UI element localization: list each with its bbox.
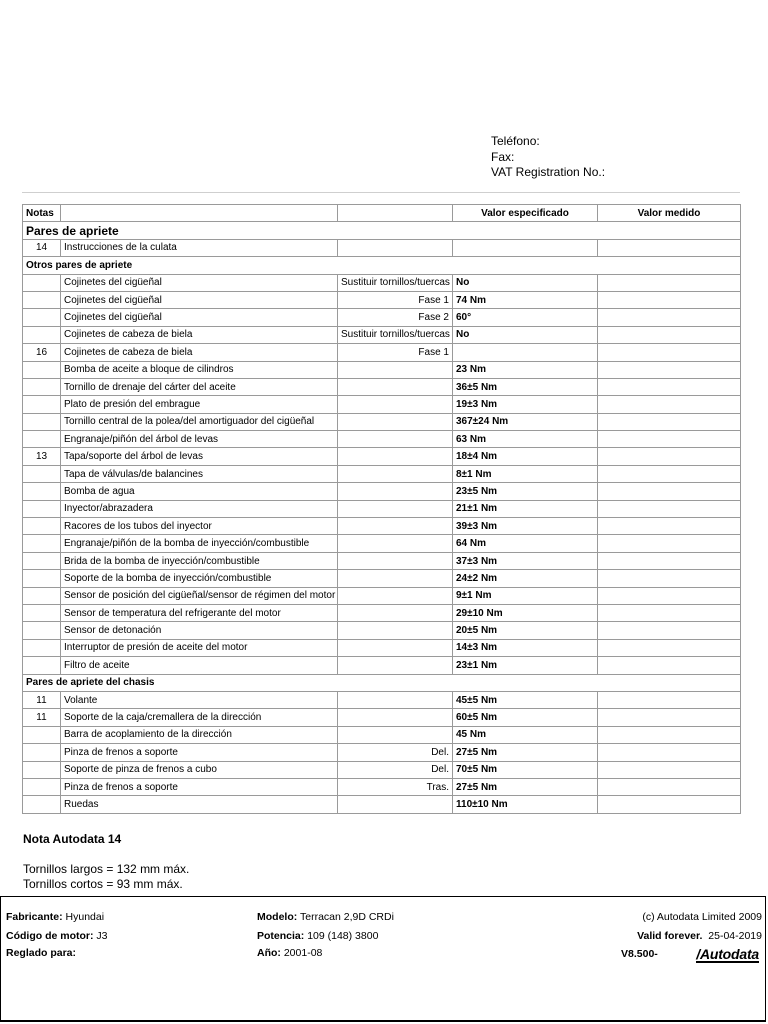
row-condition: [338, 500, 453, 517]
table-row: [23, 396, 741, 413]
row-value: No: [453, 326, 598, 343]
row-condition: Fase 1: [338, 291, 453, 308]
row-measured: [598, 239, 741, 256]
row-measured: [598, 622, 741, 639]
row-measured: [598, 274, 741, 291]
row-value: 37±3 Nm: [453, 552, 598, 569]
table-header-row: [23, 205, 741, 222]
row-value: 27±5 Nm: [453, 778, 598, 795]
row-nota: 11: [23, 709, 61, 726]
fax-label: Fax:: [491, 149, 515, 164]
row-item: Cojinetes de cabeza de biela: [61, 326, 338, 343]
header-notas: Notas: [23, 205, 61, 222]
row-measured: [598, 344, 741, 361]
row-value: 21±1 Nm: [453, 500, 598, 517]
row-nota: [23, 604, 61, 621]
row-measured: [598, 309, 741, 326]
row-nota: 11: [23, 691, 61, 708]
row-value: 8±1 Nm: [453, 465, 598, 482]
row-item: Bomba de aceite a bloque de cilindros: [61, 361, 338, 378]
row-item: Soporte de la bomba de inyección/combustible: [61, 570, 338, 587]
row-condition: [338, 518, 453, 535]
row-value: 70±5 Nm: [453, 761, 598, 778]
note-line-1: Tornillos largos = 132 mm máx.: [23, 862, 190, 876]
row-item: Sensor de posición del cigüeñal/sensor de régimen del motor: [61, 587, 338, 604]
row-value: 45 Nm: [453, 726, 598, 743]
row-nota: [23, 639, 61, 656]
row-measured: [598, 604, 741, 621]
row-nota: 16: [23, 344, 61, 361]
table-row: [23, 309, 741, 326]
row-condition: [338, 552, 453, 569]
row-value: 23±5 Nm: [453, 483, 598, 500]
table-row: [23, 761, 741, 778]
row-item: Cojinetes del cigüeñal: [61, 274, 338, 291]
row-condition: [338, 465, 453, 482]
table-row: [23, 239, 741, 256]
table-row: [23, 274, 741, 291]
table-row: [23, 796, 741, 813]
table-row: [23, 552, 741, 569]
row-item: Instrucciones de la culata: [61, 239, 338, 256]
table-row: [23, 639, 741, 656]
header-condition: [338, 205, 453, 222]
row-item: Pinza de frenos a soporte: [61, 744, 338, 761]
row-item: Inyector/abrazadera: [61, 500, 338, 517]
row-condition: [338, 378, 453, 395]
row-item: Soporte de la caja/cremallera de la dirección: [61, 709, 338, 726]
table-row: [23, 465, 741, 482]
row-item: Sensor de detonación: [61, 622, 338, 639]
row-measured: [598, 552, 741, 569]
footer-modelo: Modelo: Terracan 2,9D CRDi: [257, 911, 394, 923]
row-nota: [23, 483, 61, 500]
row-nota: [23, 361, 61, 378]
row-condition: [338, 448, 453, 465]
footer-valid: Valid forever. 25-04-2019: [637, 930, 762, 942]
row-nota: [23, 570, 61, 587]
row-condition: [338, 570, 453, 587]
row-value: 36±5 Nm: [453, 378, 598, 395]
table-row: [23, 709, 741, 726]
table-row: [23, 587, 741, 604]
table-row: [23, 361, 741, 378]
row-condition: Del.: [338, 744, 453, 761]
row-value: 23±1 Nm: [453, 657, 598, 674]
row-nota: [23, 465, 61, 482]
row-item: Sensor de temperatura del refrigerante del motor: [61, 604, 338, 621]
row-item: Engranaje/piñón del árbol de levas: [61, 431, 338, 448]
row-value: 39±3 Nm: [453, 518, 598, 535]
footer-potencia: Potencia: 109 (148) 3800: [257, 930, 379, 942]
row-condition: [338, 604, 453, 621]
table-row: [23, 431, 741, 448]
footer-fabricante: Fabricante: Hyundai: [6, 911, 105, 923]
autodata-logo: /Autodata: [696, 946, 759, 962]
row-measured: [598, 726, 741, 743]
row-item: Racores de los tubos del inyector: [61, 518, 338, 535]
row-value: 110±10 Nm: [453, 796, 598, 813]
row-measured: [598, 639, 741, 656]
row-measured: [598, 657, 741, 674]
note-title: Nota Autodata 14: [23, 832, 122, 846]
table-row: [23, 604, 741, 621]
row-measured: [598, 465, 741, 482]
row-measured: [598, 361, 741, 378]
footer-copyright: (c) Autodata Limited 2009: [642, 911, 762, 923]
row-item: Brida de la bomba de inyección/combustible: [61, 552, 338, 569]
table-row: [23, 691, 741, 708]
row-nota: [23, 726, 61, 743]
row-nota: [23, 500, 61, 517]
row-measured: [598, 326, 741, 343]
row-value: [453, 344, 598, 361]
row-condition: Fase 2: [338, 309, 453, 326]
row-nota: [23, 291, 61, 308]
footer-codigo-motor: Código de motor: J3: [6, 930, 108, 942]
row-condition: Del.: [338, 761, 453, 778]
row-measured: [598, 535, 741, 552]
row-nota: 13: [23, 448, 61, 465]
row-measured: [598, 570, 741, 587]
row-value: 63 Nm: [453, 431, 598, 448]
footer-info-box: [0, 896, 766, 1022]
row-item: Volante: [61, 691, 338, 708]
row-condition: [338, 622, 453, 639]
table-row: [23, 744, 741, 761]
table-row: [23, 518, 741, 535]
contact-block: [491, 134, 605, 181]
row-nota: [23, 587, 61, 604]
footer-version: V8.500-: [621, 948, 658, 960]
row-value: 60±5 Nm: [453, 709, 598, 726]
table-row: [23, 778, 741, 795]
row-nota: [23, 552, 61, 569]
row-condition: [338, 396, 453, 413]
row-nota: [23, 761, 61, 778]
row-nota: [23, 274, 61, 291]
row-nota: [23, 431, 61, 448]
row-item: Tapa/soporte del árbol de levas: [61, 448, 338, 465]
row-value: 14±3 Nm: [453, 639, 598, 656]
row-value: [453, 239, 598, 256]
row-condition: Sustituir tornillos/tuercas: [338, 326, 453, 343]
section-title: Pares de apriete: [23, 222, 741, 239]
row-value: 19±3 Nm: [453, 396, 598, 413]
row-value: 27±5 Nm: [453, 744, 598, 761]
row-item: Cojinetes de cabeza de biela: [61, 344, 338, 361]
table-row: [23, 657, 741, 674]
row-measured: [598, 500, 741, 517]
vat-label: VAT Registration No.:: [491, 165, 606, 179]
row-item: Pinza de frenos a soporte: [61, 778, 338, 795]
row-condition: [338, 483, 453, 500]
row-item: Plato de presión del embrague: [61, 396, 338, 413]
table-row: [23, 413, 741, 430]
row-nota: [23, 309, 61, 326]
row-condition: [338, 691, 453, 708]
row-value: 45±5 Nm: [453, 691, 598, 708]
row-condition: [338, 639, 453, 656]
table-row: [23, 344, 741, 361]
table-row: [23, 326, 741, 343]
row-item: Tornillo central de la polea/del amortiguador del cigüeñal: [61, 413, 338, 430]
row-measured: [598, 691, 741, 708]
row-nota: [23, 413, 61, 430]
row-condition: [338, 431, 453, 448]
table-row: [23, 726, 741, 743]
row-condition: [338, 239, 453, 256]
row-condition: [338, 726, 453, 743]
row-item: Cojinetes del cigüeñal: [61, 309, 338, 326]
row-measured: [598, 796, 741, 813]
row-measured: [598, 761, 741, 778]
row-value: 367±24 Nm: [453, 413, 598, 430]
table-row: [23, 448, 741, 465]
row-measured: [598, 291, 741, 308]
row-nota: 14: [23, 239, 61, 256]
row-condition: Tras.: [338, 778, 453, 795]
header-item: [61, 205, 338, 222]
row-nota: [23, 622, 61, 639]
table-row: [23, 570, 741, 587]
row-condition: [338, 657, 453, 674]
phone-label: Teléfono:: [491, 134, 540, 148]
row-value: 20±5 Nm: [453, 622, 598, 639]
section-title: Otros pares de apriete: [23, 257, 741, 274]
table-row: [23, 622, 741, 639]
torque-spec-table: [22, 204, 741, 814]
table-row: [23, 535, 741, 552]
row-measured: [598, 396, 741, 413]
row-value: 9±1 Nm: [453, 587, 598, 604]
row-item: Soporte de pinza de frenos a cubo: [61, 761, 338, 778]
table-row: [23, 500, 741, 517]
row-nota: [23, 396, 61, 413]
row-item: Engranaje/piñón de la bomba de inyección/combustible: [61, 535, 338, 552]
row-measured: [598, 709, 741, 726]
row-value: 60°: [453, 309, 598, 326]
row-item: Bomba de agua: [61, 483, 338, 500]
row-nota: [23, 518, 61, 535]
table-row: [23, 378, 741, 395]
row-nota: [23, 657, 61, 674]
section-title: Pares de apriete del chasis: [23, 674, 741, 691]
row-measured: [598, 518, 741, 535]
row-value: 74 Nm: [453, 291, 598, 308]
footer-reglado: Reglado para:: [6, 947, 77, 959]
row-item: Tornillo de drenaje del cárter del aceite: [61, 378, 338, 395]
note-line-2: Tornillos cortos = 93 mm máx.: [23, 877, 183, 891]
header-divider: [22, 192, 740, 193]
row-item: Ruedas: [61, 796, 338, 813]
row-nota: [23, 778, 61, 795]
section-row-otros: [23, 257, 741, 274]
row-value: No: [453, 274, 598, 291]
section-row-chasis: [23, 674, 741, 691]
row-item: Interruptor de presión de aceite del motor: [61, 639, 338, 656]
row-condition: [338, 413, 453, 430]
row-measured: [598, 587, 741, 604]
footer-ano: Año: 2001-08: [257, 947, 323, 959]
row-nota: [23, 326, 61, 343]
row-condition: [338, 796, 453, 813]
row-nota: [23, 744, 61, 761]
header-valor-medido: Valor medido: [598, 205, 741, 222]
row-measured: [598, 448, 741, 465]
row-value: 18±4 Nm: [453, 448, 598, 465]
row-measured: [598, 378, 741, 395]
table-row: [23, 483, 741, 500]
row-item: Cojinetes del cigüeñal: [61, 291, 338, 308]
row-measured: [598, 483, 741, 500]
row-nota: [23, 535, 61, 552]
row-condition: [338, 535, 453, 552]
row-value: 64 Nm: [453, 535, 598, 552]
row-condition: [338, 361, 453, 378]
row-measured: [598, 778, 741, 795]
row-value: 24±2 Nm: [453, 570, 598, 587]
row-measured: [598, 744, 741, 761]
row-condition: Fase 1: [338, 344, 453, 361]
row-condition: [338, 709, 453, 726]
row-item: Barra de acoplamiento de la dirección: [61, 726, 338, 743]
section-row-main: [23, 222, 741, 239]
table-row: [23, 291, 741, 308]
row-nota: [23, 378, 61, 395]
row-item: Tapa de válvulas/de balancines: [61, 465, 338, 482]
row-measured: [598, 431, 741, 448]
row-measured: [598, 413, 741, 430]
header-valor-especificado: Valor especificado: [453, 205, 598, 222]
row-condition: [338, 587, 453, 604]
row-nota: [23, 796, 61, 813]
row-item: Filtro de aceite: [61, 657, 338, 674]
row-value: 29±10 Nm: [453, 604, 598, 621]
row-condition: Sustituir tornillos/tuercas: [338, 274, 453, 291]
row-value: 23 Nm: [453, 361, 598, 378]
